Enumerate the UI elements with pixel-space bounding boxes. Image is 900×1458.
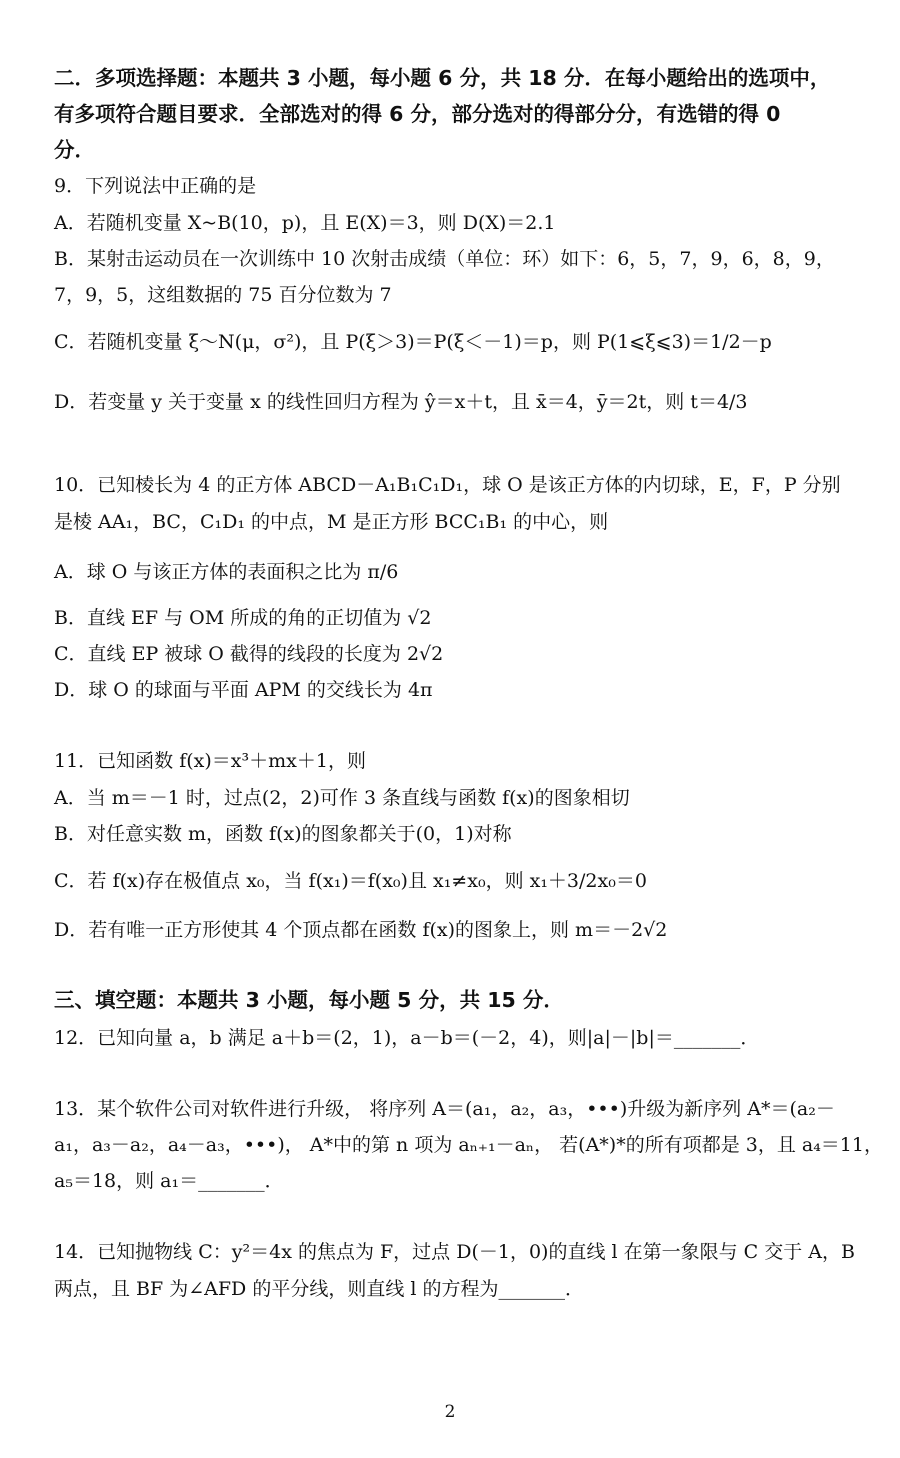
q12-text: 12．已知向量 a，b 满足 a＋b＝(2，1)，a－b＝(－2，4)，则|a|－|b|＝_______． bbox=[54, 1027, 760, 1049]
q10-option-a: A．球 O 与该正方体的表面积之比为 π/6 bbox=[54, 561, 399, 583]
q14-line-2: 两点，且 BF 为∠AFD 的平分线，则直线 l 的方程为_______． bbox=[54, 1278, 584, 1300]
q11-stem: 11．已知函数 f(x)＝x³＋mx＋1，则 bbox=[54, 750, 366, 772]
q10-option-d: D．球 O 的球面与平面 APM 的交线长为 4π bbox=[54, 679, 433, 701]
q10-option-c: C．直线 EP 被球 O 截得的线段的长度为 2√2 bbox=[54, 643, 444, 665]
q10-stem-line-2: 是棱 AA₁，BC，C₁D₁ 的中点，M 是正方形 BCC₁B₁ 的中心，则 bbox=[54, 511, 609, 533]
q9-option-b-line-2: 7，9，5，这组数据的 75 百分位数为 7 bbox=[54, 284, 392, 306]
q9-option-c: C．若随机变量 ξ～N(μ，σ²)，且 P(ξ＞3)＝P(ξ＜－1)＝p，则 P(1⩽ξ⩽3)＝1/2－p bbox=[54, 331, 772, 353]
q9-option-a: A．若随机变量 X~B(10，p)，且 E(X)＝3，则 D(X)＝2.1 bbox=[54, 212, 556, 234]
q9-option-d: D．若变量 y 关于变量 x 的线性回归方程为 ŷ＝x＋t，且 x̄＝4，ȳ＝2t，则 t＝4/3 bbox=[54, 391, 748, 413]
section-2-heading-line-1: 二．多项选择题：本题共 3 小题，每小题 6 分，共 18 分．在每小题给出的选项中， bbox=[54, 66, 831, 90]
q10-option-b: B．直线 EF 与 OM 所成的角的正切值为 √2 bbox=[54, 607, 432, 629]
q11-option-a: A．当 m＝－1 时，过点(2，2)可作 3 条直线与函数 f(x)的图象相切 bbox=[54, 787, 630, 809]
section-2-heading-line-3: 分． bbox=[54, 138, 95, 162]
q10-stem-line-1: 10．已知棱长为 4 的正方体 ABCD－A₁B₁C₁D₁，球 O 是该正方体的内切球，E，F，P 分别 bbox=[54, 474, 841, 496]
q13-line-2: a₁，a₃－a₂，a₄－a₃，•••)， A*中的第 n 项为 aₙ₊₁－aₙ， 若(A*)*的所有项都是 3，且 a₄＝11， bbox=[54, 1134, 883, 1156]
q9-option-b-line-1: B．某射击运动员在一次训练中 10 次射击成绩（单位：环）如下：6，5，7，9，6，8，9， bbox=[54, 248, 835, 270]
q11-option-d: D．若有唯一正方形使其 4 个顶点都在函数 f(x)的图象上，则 m＝－2√2 bbox=[54, 919, 668, 941]
page-number: 2 bbox=[444, 1402, 456, 1422]
q11-option-c: C．若 f(x)存在极值点 x₀，当 f(x₁)＝f(x₀)且 x₁≠x₀，则 x₁＋3/2x₀＝0 bbox=[54, 870, 647, 892]
section-2-heading-line-2: 有多项符合题目要求．全部选对的得 6 分，部分选对的得部分分，有选错的得 0 bbox=[54, 102, 781, 126]
q11-option-b: B．对任意实数 m，函数 f(x)的图象都关于(0，1)对称 bbox=[54, 823, 512, 845]
section-3-heading: 三、填空题：本题共 3 小题，每小题 5 分，共 15 分． bbox=[54, 988, 564, 1012]
q9-stem: 9．下列说法中正确的是 bbox=[54, 175, 257, 197]
q13-line-3: a₅＝18，则 a₁＝_______． bbox=[54, 1170, 284, 1192]
q13-line-1: 13．某个软件公司对软件进行升级， 将序列 A＝(a₁，a₂，a₃，•••)升级为新序列 A*＝(a₂－ bbox=[54, 1098, 835, 1120]
q14-line-1: 14．已知抛物线 C：y²＝4x 的焦点为 F，过点 D(－1，0)的直线 l 在第一象限与 C 交于 A，B bbox=[54, 1241, 855, 1263]
